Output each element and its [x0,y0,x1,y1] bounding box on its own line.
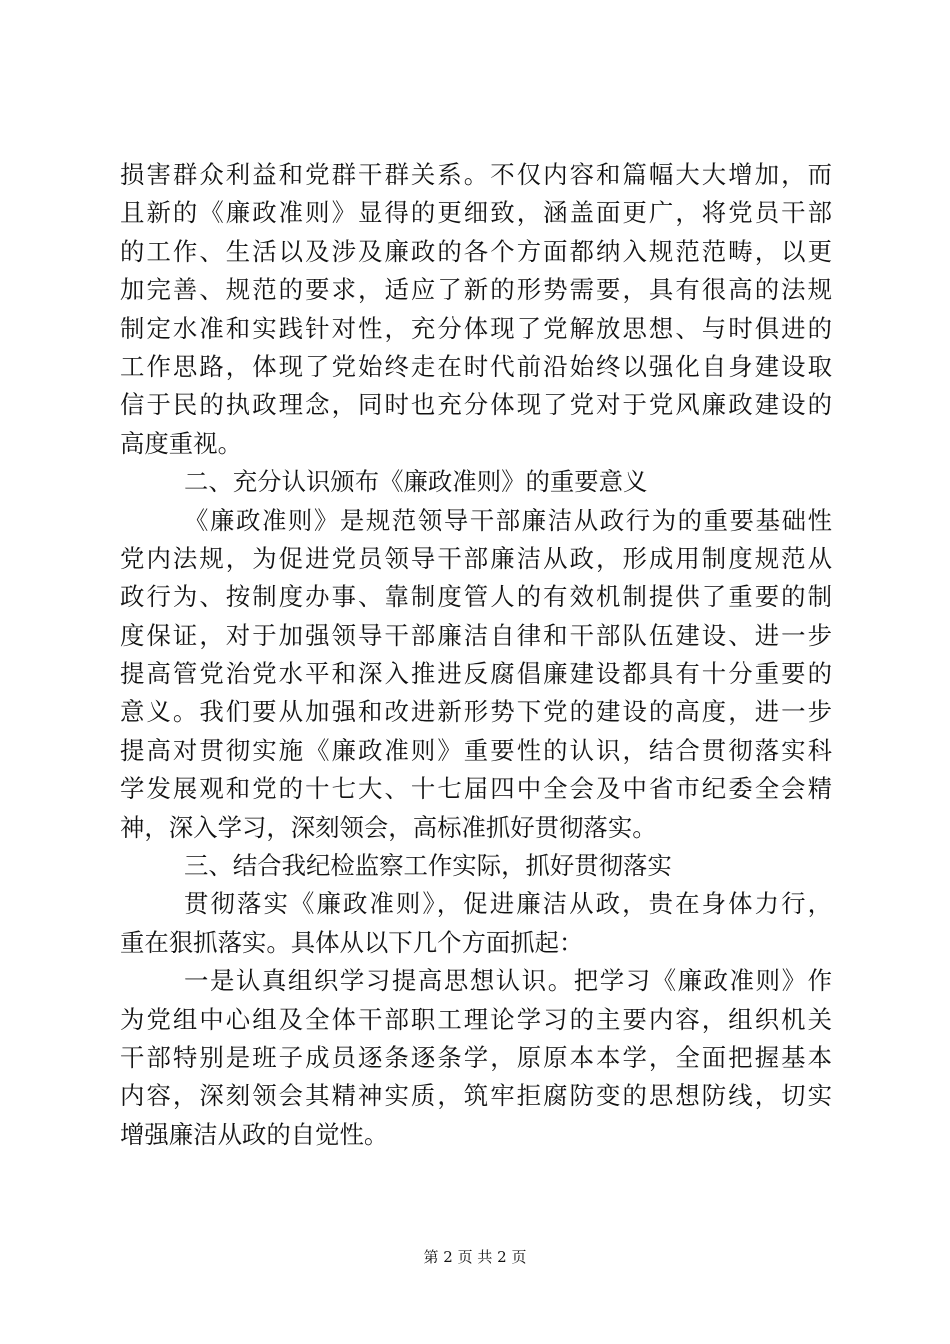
text-line: 提高对贯彻实施《廉政准则》重要性的认识，结合贯彻落实科 [120,735,832,765]
text-line: 加完善、规范的要求，适应了新的形势需要，具有很高的法规 [120,275,832,305]
text-line: 工作思路，体现了党始终走在时代前沿始终以强化自身建设取 [120,351,832,381]
paragraph [120,885,832,962]
text-line: 干部特别是班子成员逐条逐条学，原原本本学，全面把握基本 [120,1042,832,1072]
text-line: 一是认真组织学习提高思想认识。把学习《廉政准则》作 [184,966,832,996]
text-line: 度保证，对于加强领导干部廉洁自律和干部队伍建设、进一步 [120,620,832,650]
text-line: 神，深入学习，深刻领会，高标准抓好贯彻落实。 [120,812,657,842]
heading-line: 二、充分认识颁布《廉政准则》的重要意义 [184,467,648,497]
text-line: 党内法规，为促进党员领导干部廉洁从政，形成用制度规范从 [120,543,832,573]
text-line: 学发展观和党的十七大、十七届四中全会及中省市纪委全会精 [120,774,832,804]
text-line: 意义。我们要从加强和改进新形势下党的建设的高度，进一步 [120,697,832,727]
text-line: 为党组中心组及全体干部职工理论学习的主要内容，组织机关 [120,1004,832,1034]
text-line: 增强廉洁从政的自觉性。 [120,1119,389,1149]
text-line: 政行为、按制度办事、靠制度管人的有效机制提供了重要的制 [120,582,832,612]
text-line: 提高管党治党水平和深入推进反腐倡廉建设都具有十分重要的 [120,659,832,689]
paragraph [120,502,832,848]
paragraph [120,156,832,463]
text-line: 制定水准和实践针对性，充分体现了党解放思想、与时俱进的 [120,313,832,343]
page-number-label: 第 2 页 共 2 页 [423,1248,527,1266]
text-line: 高度重视。 [120,428,242,458]
text-line: 《廉政准则》是规范领导干部廉洁从政行为的重要基础性 [184,505,832,535]
text-line: 损害群众利益和党群干群关系。不仅内容和篇幅大大增加，而 [120,160,832,189]
text-line: 信于民的执政理念，同时也充分体现了党对于党风廉政建设的 [120,390,832,420]
text-line: 贯彻落实《廉政准则》，促进廉洁从政，贵在身体力行， [184,889,832,919]
text-line: 重在狠抓落实。具体从以下几个方面抓起： [120,927,584,957]
text-line: 的工作、生活以及涉及廉政的各个方面都纳入规范范畴，以更 [120,236,832,266]
text-line: 且新的《廉政准则》显得的更细致，涵盖面更广，将党员干部 [120,198,832,228]
section-heading [120,847,832,885]
section-heading [120,463,832,501]
page-footer [0,1247,950,1267]
paragraph [120,962,832,1154]
text-line: 内容，深刻领会其精神实质，筑牢拒腐防变的思想防线，切实 [120,1081,832,1111]
heading-line: 三、结合我纪检监察工作实际，抓好贯彻落实 [184,851,672,881]
document-body [120,156,832,1154]
